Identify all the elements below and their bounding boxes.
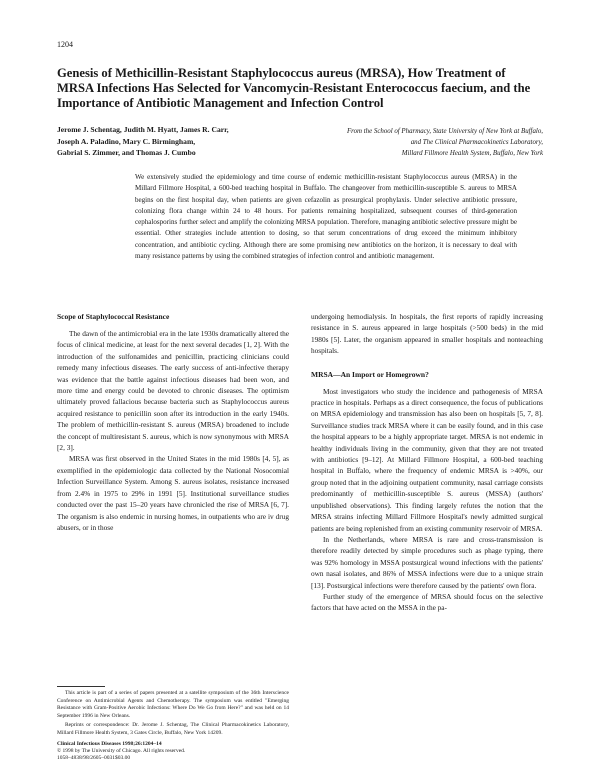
issn: 1058–4838/98/2605–0031$03.00 (57, 755, 131, 762)
affiliation-line: From the School of Pharmacy, State University of New York at Buffalo, (346, 128, 543, 135)
footnote: Reprints or correspondence: Dr. Jerome J. Schentag, The Clinical Pharmacokinetics Laboratory, Millard Fillmore Health System, 3 Gates Circle, Buffalo, New York 14209. (57, 722, 289, 736)
abstract: We extensively studied the epidemiology and time course of endemic methicillin-resistant Staphylococcus aureus (MRSA) in the Millard Fillmore Hospital, a 600-bed teaching hospital in Buffalo. The changeover from methicillin-susceptible S. aureus to MRSA begins on the first hospital day, when patients are given cefazolin as presurgical prophylaxis. Under selective antibiotic pressure, colonizing flora change within 24 to 48 hours. For patients remaining hospitalized, subsequent courses of third-generation cephalosporins further select and amplify the colonizing MRSA population. Therefore, managing antibiotic selective pressure might be essential. Other strategies include attention to dosing, so that serum concentrations of drug exceed the minimum inhibitory concentration, and antibiotic cycling. Although there are some promising new antibiotics on the horizon, it is necessary to deal with many resistance patterns by using the combined strategies of infection control and antibiotic management. (135, 173, 517, 261)
body-paragraph: Most investigators who study the incidence and pathogenesis of MRSA practice in hospitals. Perhaps as a direct consequence, the focus of publications on MRSA epidemiology and transmission has also been on hospitals [5, 7, 8]. Surveillance studies track MRSA where it can be easily found, and in this case the hospital appears to be a highly appropriate target. MRSA is not endemic in healthy individuals living in the community, given that they are not treated with antibiotics [9–12]. At Millard Fillmore Hospital, a 600-bed teaching hospital in Buffalo, where the frequency of endemic MRSA is >40%, our group noted that in the adjoining outpatient community, nasal carriage consists predominantly of methicillin-susceptible S. aureus (MSSA) (authors' unpublished observations). This finding largely refutes the notion that the MRSA strains infecting Millard Fillmore Hospital's newly admitted surgical patients are being replenished from an existing community reservoir of MRSA. (311, 386, 543, 533)
journal-name: Clinical Infectious Diseases (57, 741, 121, 747)
body-paragraph: undergoing hemodialysis. In hospitals, the first reports of rapidly increasing resistance in S. aureus appeared in large hospitals (>500 beds) in the mid 1980s [5]. Later, the organism appeared in smaller hospitals and nonteaching hospitals. (311, 312, 543, 356)
section-heading: Scope of Staphylococcal Resistance (57, 312, 170, 321)
affiliation-line: and The Clinical Pharmacokinetics Laboratory, (410, 139, 543, 146)
section-heading: MRSA—An Import or Homegrown? (311, 369, 429, 379)
article-title: Genesis of Methicillin-Resistant Staphylococcus aureus (MRSA), How Treatment of MRSA Infections Has Selected for Vancomycin-Resistant Enterococcus faecium, and the Importance of Antibiotic Management and Infection Control (57, 66, 531, 110)
body-paragraph: The dawn of the antimicrobial era in the late 1930s dramatically altered the focus of clinical medicine, at least for the next several decades [1, 2]. With the introduction of the sulfonamides and penicillin, practicing clinicians could remedy many infectious diseases. The early success of anti-infective therapy was evidence that the battle against infectious diseases had been won, and more time and energy could be devoted to chronic diseases. The optimism ultimately proved fallacious because bacteria such as Staphylococcus aureus acquired resistance to penicillin soon after its introduction in the early 1940s. The problem of methicillin-resistant S. aureus (MRSA) broadened to include the concept of multiresistant S. aureus, which is now synonymous with MRSA [2, 3]. (57, 329, 289, 453)
body-paragraph: MRSA was first observed in the United States in the mid 1980s [4, 5], as exemplified in the epidemiologic data collected by the National Nosocomial Infection Surveillance System. Among S. aureus isolates, resistance increased from 2.4% in 1975 to 29% in 1991 [5]. Institutional surveillance studies conducted over the past 15–20 years have chronicled the rise of MRSA [6, 7]. The organism is also endemic in nursing homes, in outpatients who are iv drug abusers, or in those (57, 454, 289, 532)
author-list (57, 124, 287, 159)
body-paragraph: Further study of the emergence of MRSA should focus on the selective factors that have acted on the MSSA in the pa- (311, 591, 543, 613)
author-line: Jerome J. Schentag, Judith M. Hyatt, James R. Carr, (57, 125, 229, 134)
affiliation (300, 126, 543, 159)
journal-info (57, 741, 289, 763)
journal-citation: 1998;26:1204–14 (122, 741, 162, 747)
footnote: This article is part of a series of papers presented at a satellite symposium of the 36th Interscience Conference on Antimicrobial Agents and Chemotherapy. The symposium was entitled "Emerging Resistance with Gram-Positive Aerobic Infections: Where Do We Go from Here?" and was held on 14 September 1996 in New Orleans. (57, 690, 289, 719)
author-line: Joseph A. Paladino, Mary C. Birmingham, (57, 136, 196, 146)
footnotes (57, 690, 289, 763)
page-number: 1204 (57, 40, 73, 49)
footnote-divider (57, 686, 105, 687)
right-column (311, 311, 543, 614)
left-column (57, 311, 289, 533)
author-line: Gabrial S. Zimmer, and Thomas J. Cumbo (57, 148, 196, 158)
copyright: © 1998 by The University of Chicago. All rights reserved. (57, 748, 186, 755)
body-paragraph: In the Netherlands, where MRSA is rare and cross-transmission is therefore readily detected by simple procedures such as phage typing, there was 92% homology in MSSA postsurgical wound infections with the patients' own nasal isolates, and 86% of MSSA infections were due to a unique strain [13]. Postsurgical infections were therefore caused by the patients' own flora. (311, 534, 543, 590)
affiliation-line: Millard Fillmore Health System, Buffalo, New York (401, 150, 543, 157)
